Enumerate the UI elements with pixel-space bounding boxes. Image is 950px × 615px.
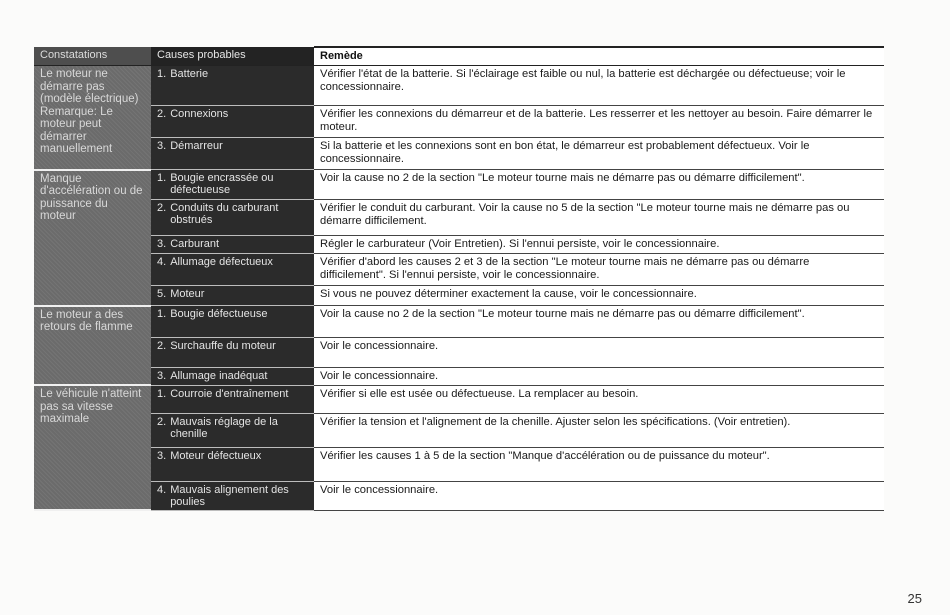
cause-number: 2. — [157, 108, 167, 120]
cause-content — [157, 388, 308, 400]
cause-cell — [151, 138, 314, 170]
cause-content — [157, 238, 308, 250]
constatation-cell: Le moteur a des retours de flamme — [34, 306, 151, 386]
cause-text: Batterie — [170, 68, 209, 80]
cause-number: 4. — [157, 483, 167, 496]
cause-number: 2. — [157, 340, 167, 352]
table-row — [34, 306, 884, 338]
cause-number: 1. — [157, 308, 167, 320]
cause-number: 1. — [157, 68, 167, 80]
table-row — [34, 447, 884, 481]
cause-content — [157, 140, 308, 152]
cause-number: 2. — [157, 415, 167, 428]
cause-text: Mauvais alignement des poulies — [170, 483, 289, 508]
cause-cell — [151, 170, 314, 200]
cause-text: Mauvais réglage de la chenille — [170, 415, 278, 440]
cause-content — [157, 108, 308, 120]
header-remede: Remède — [314, 47, 884, 66]
cause-number: 1. — [157, 387, 167, 400]
cause-text: Démarreur — [170, 140, 223, 152]
table-row — [34, 286, 884, 306]
cause-cell — [151, 200, 314, 236]
table-row — [34, 481, 884, 510]
cause-cell — [151, 254, 314, 286]
cause-text: Conduits du carburant obstrués — [170, 202, 279, 226]
remede-cell: Vérifier les causes 1 à 5 de la section "Manque d'accélération ou de puissance du moteur". — [314, 447, 884, 481]
remede-cell: Régler le carburateur (Voir Entretien). Si l'ennui persiste, voir le concessionnaire. — [314, 236, 884, 254]
cause-content — [157, 370, 308, 382]
constatation-cell: Le véhicule n'atteint pas sa vitesse maximale — [34, 385, 151, 510]
cause-text: Carburant — [170, 238, 220, 250]
troubleshooting-table — [34, 46, 884, 511]
table-body — [34, 66, 884, 511]
cause-cell — [151, 106, 314, 138]
remede-cell: Si vous ne pouvez déterminer exactement la cause, voir le concessionnaire. — [314, 286, 884, 306]
remede-cell: Voir la cause no 2 de la section "Le moteur tourne mais ne démarre pas ou démarre difficilement". — [314, 306, 884, 338]
cause-number: 5. — [157, 288, 167, 300]
table-row — [34, 106, 884, 138]
remede-cell: Vérifier le conduit du carburant. Voir la cause no 5 de la section "Le moteur tourne mais ne démarre pas ou démarre difficilement. — [314, 200, 884, 236]
table-row — [34, 200, 884, 236]
cause-text: Allumage inadéquat — [170, 370, 268, 382]
table-row — [34, 170, 884, 200]
cause-number: 1. — [157, 172, 167, 184]
remede-cell: Voir le concessionnaire. — [314, 368, 884, 386]
cause-text: Courroie d'entraînement — [170, 387, 289, 400]
cause-content — [157, 202, 308, 226]
cause-number: 2. — [157, 202, 167, 214]
table-header-row — [34, 47, 884, 66]
cause-content — [157, 288, 308, 300]
cause-content — [157, 68, 308, 80]
remede-cell: Vérifier les connexions du démarreur et de la batterie. Les resserrer et les nettoyer au besoin. Faire démarrer le moteur. — [314, 106, 884, 138]
table-row — [34, 66, 884, 106]
cause-text: Surchauffe du moteur — [170, 340, 276, 352]
cause-number: 3. — [157, 140, 167, 152]
cause-content — [157, 416, 308, 440]
remede-cell: Voir le concessionnaire. — [314, 481, 884, 510]
cause-content — [157, 484, 308, 508]
table-row — [34, 385, 884, 413]
remede-cell: Voir la cause no 2 de la section "Le moteur tourne mais ne démarre pas ou démarre difficilement". — [314, 170, 884, 200]
remede-cell: Voir le concessionnaire. — [314, 338, 884, 368]
cause-cell — [151, 286, 314, 306]
page-number: 25 — [907, 591, 922, 606]
table-row — [34, 413, 884, 447]
cause-text: Bougie encrassée ou défectueuse — [170, 172, 274, 196]
remede-cell: Vérifier d'abord les causes 2 et 3 de la section "Le moteur tourne mais ne démarre pas ou démarre difficilement". Si l'ennui persiste, voir le concessionnaire. — [314, 254, 884, 286]
remede-cell: Vérifier l'état de la batterie. Si l'éclairage est faible ou nul, la batterie est déchargée ou défectueuse; voir le concessionnaire. — [314, 66, 884, 106]
cause-cell — [151, 481, 314, 510]
cause-text: Bougie défectueuse — [170, 308, 268, 320]
cause-text: Connexions — [170, 108, 229, 120]
cause-number: 3. — [157, 370, 167, 382]
remede-cell: Vérifier la tension et l'alignement de la chenille. Ajuster selon les spécifications. (Voir entretien). — [314, 413, 884, 447]
constatation-cell: Manque d'accélération ou de puissance du moteur — [34, 170, 151, 306]
table-row — [34, 138, 884, 170]
cause-number: 3. — [157, 449, 167, 462]
cause-content — [157, 450, 308, 462]
cause-content — [157, 256, 308, 268]
cause-text: Moteur défectueux — [170, 449, 262, 462]
cause-cell — [151, 368, 314, 386]
cause-cell — [151, 413, 314, 447]
cause-cell — [151, 236, 314, 254]
constatation-cell: Le moteur ne démarre pas (modèle électrique) Remarque: Le moteur peut démarrer manuellement — [34, 66, 151, 170]
table-row — [34, 338, 884, 368]
cause-cell — [151, 447, 314, 481]
cause-number: 4. — [157, 256, 167, 268]
cause-content — [157, 340, 308, 352]
cause-cell — [151, 338, 314, 368]
table-row — [34, 236, 884, 254]
header-causes: Causes probables — [151, 47, 314, 66]
remede-cell: Vérifier si elle est usée ou défectueuse. La remplacer au besoin. — [314, 385, 884, 413]
cause-number: 3. — [157, 238, 167, 250]
cause-cell — [151, 385, 314, 413]
table-row — [34, 368, 884, 386]
table-row — [34, 254, 884, 286]
header-constatations: Constatations — [34, 47, 151, 66]
cause-text: Allumage défectueux — [170, 256, 273, 268]
cause-cell — [151, 306, 314, 338]
cause-content — [157, 172, 308, 196]
cause-cell — [151, 66, 314, 106]
cause-text: Moteur — [170, 288, 205, 300]
remede-cell: Si la batterie et les connexions sont en bon état, le démarreur est probablement défectueux. Voir le concessionnaire. — [314, 138, 884, 170]
cause-content — [157, 308, 308, 320]
